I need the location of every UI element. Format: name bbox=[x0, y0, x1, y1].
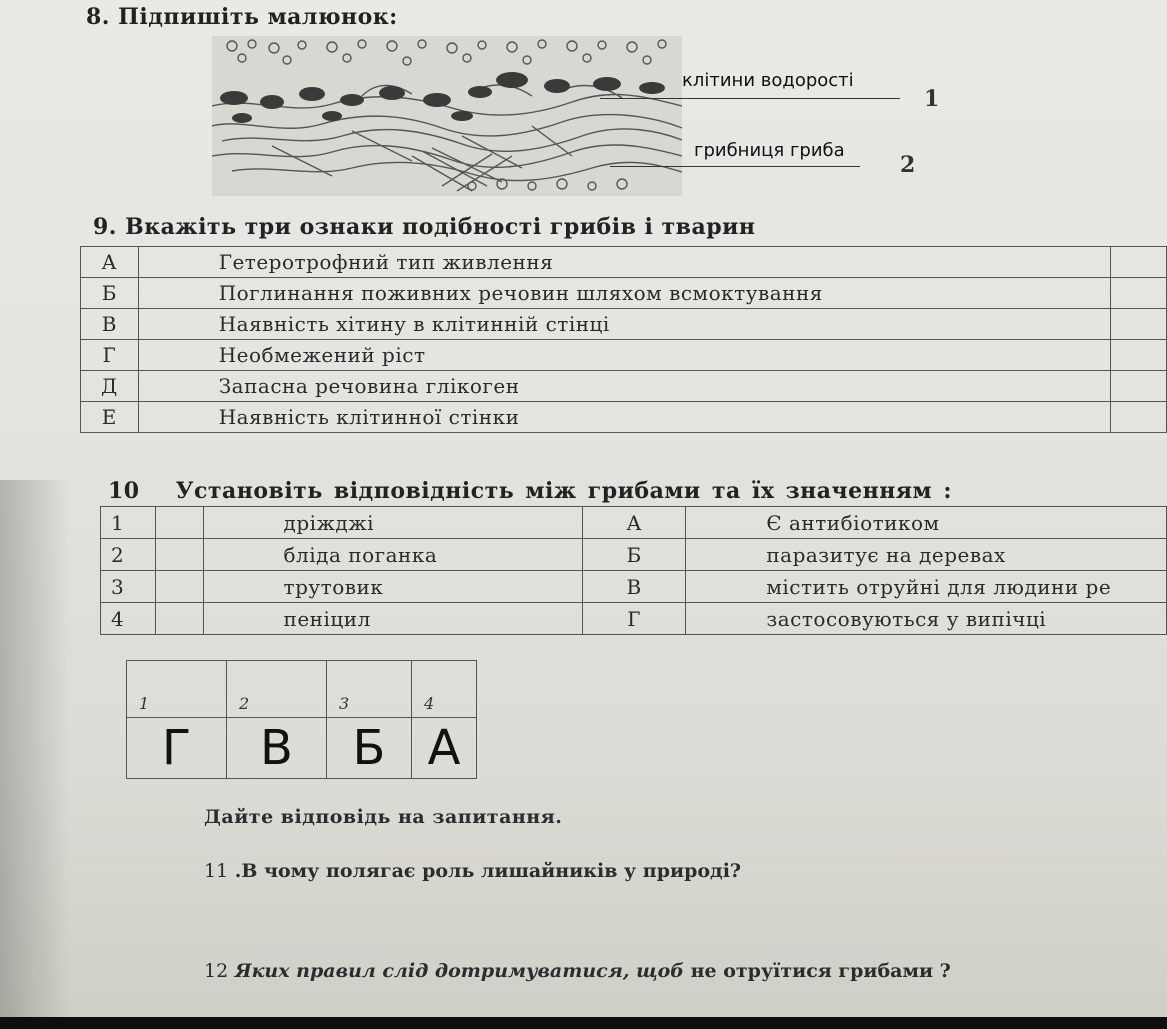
handwritten-answer[interactable]: Б bbox=[327, 718, 412, 779]
fungus-name: пеніцил bbox=[203, 603, 582, 635]
option-letter: Г bbox=[81, 340, 139, 371]
table-row bbox=[81, 309, 1167, 340]
option-text: Наявність клітинної стінки bbox=[138, 402, 1110, 433]
meaning-text: застосовуються у випічці bbox=[686, 603, 1167, 635]
q11-number: 11 bbox=[204, 860, 229, 882]
answer-box[interactable] bbox=[1110, 402, 1166, 433]
table-row bbox=[81, 247, 1167, 278]
q12-text bbox=[204, 960, 951, 982]
handwritten-answer[interactable]: В bbox=[227, 718, 327, 779]
meaning-letter: А bbox=[582, 507, 685, 539]
instruction-text: Дайте відповідь на запитання. bbox=[204, 806, 563, 828]
table-row bbox=[81, 371, 1167, 402]
answer-grid-header-row bbox=[127, 661, 477, 718]
answer-box[interactable] bbox=[1110, 371, 1166, 402]
answer-header: 3 bbox=[327, 661, 412, 718]
answer-box[interactable] bbox=[1110, 278, 1166, 309]
table-row bbox=[101, 507, 1167, 539]
handwritten-answer[interactable]: А bbox=[412, 718, 477, 779]
option-text: Поглинання поживних речовин шляхом всмоктування bbox=[138, 278, 1110, 309]
fungus-number: 2 bbox=[101, 539, 156, 571]
fungus-number: 1 bbox=[101, 507, 156, 539]
q11-question: .В чому полягає роль лишайників у природі? bbox=[228, 860, 742, 882]
option-text: Необмежений ріст bbox=[138, 340, 1110, 371]
answer-header: 2 bbox=[227, 661, 327, 718]
option-letter: Д bbox=[81, 371, 139, 402]
answer-header: 1 bbox=[127, 661, 227, 718]
leader-line-2 bbox=[610, 166, 860, 167]
lichen-cross-section-drawing bbox=[212, 36, 682, 196]
label-algae-cells: клітини водорості bbox=[682, 70, 854, 91]
q12-number: 12 bbox=[204, 960, 229, 982]
meaning-text: Є антибіотиком bbox=[686, 507, 1167, 539]
leader-line-1 bbox=[600, 98, 900, 99]
option-text: Гетеротрофний тип живлення bbox=[138, 247, 1110, 278]
fungus-name: бліда поганка bbox=[203, 539, 582, 571]
q12-question-rest: не отруїтися грибами ? bbox=[684, 960, 951, 982]
answer-box[interactable] bbox=[1110, 309, 1166, 340]
table-row bbox=[101, 571, 1167, 603]
page-shadow bbox=[0, 480, 70, 1017]
label-fungal-hyphae: грибниця гриба bbox=[694, 140, 845, 161]
q10-answer-grid bbox=[126, 660, 477, 779]
table-row bbox=[81, 402, 1167, 433]
handwritten-answer[interactable]: Г bbox=[127, 718, 227, 779]
option-letter: В bbox=[81, 309, 139, 340]
answer-header: 4 bbox=[412, 661, 477, 718]
q10-title bbox=[108, 478, 952, 504]
answer-grid-value-row bbox=[127, 718, 477, 779]
q9-options-table bbox=[80, 246, 1167, 433]
table-row bbox=[101, 603, 1167, 635]
blank-cell bbox=[156, 571, 203, 603]
option-text: Запасна речовина глікоген bbox=[138, 371, 1110, 402]
option-text: Наявність хітину в клітинній стінці bbox=[138, 309, 1110, 340]
figure-number-1: 1 bbox=[924, 86, 940, 112]
fungus-number: 4 bbox=[101, 603, 156, 635]
q10-number: 10 bbox=[108, 478, 140, 504]
blank-cell bbox=[156, 507, 203, 539]
table-row bbox=[81, 278, 1167, 309]
blank-cell bbox=[156, 539, 203, 571]
q12-question-italic: Яких правил слід дотримуватися, щоб bbox=[234, 960, 685, 982]
meaning-text: містить отруйні для людини ре bbox=[686, 571, 1167, 603]
fungus-name: дріжджі bbox=[203, 507, 582, 539]
q9-title: 9. Вкажіть три ознаки подібності грибів і тварин bbox=[93, 214, 756, 240]
q10-title-text: Установіть відповідність між грибами та їх значенням : bbox=[175, 478, 952, 504]
figure-number-2: 2 bbox=[900, 152, 916, 178]
meaning-letter: В bbox=[582, 571, 685, 603]
meaning-letter: Г bbox=[582, 603, 685, 635]
meaning-letter: Б bbox=[582, 539, 685, 571]
blank-cell bbox=[156, 603, 203, 635]
option-letter: Б bbox=[81, 278, 139, 309]
meaning-text: паразитує на деревах bbox=[686, 539, 1167, 571]
q10-matching-table bbox=[100, 506, 1167, 635]
option-letter: А bbox=[81, 247, 139, 278]
q8-title: 8. Підпишіть малюнок: bbox=[86, 4, 398, 30]
answer-box[interactable] bbox=[1110, 340, 1166, 371]
answer-box[interactable] bbox=[1110, 247, 1166, 278]
table-row bbox=[81, 340, 1167, 371]
fungus-name: трутовик bbox=[203, 571, 582, 603]
option-letter: Е bbox=[81, 402, 139, 433]
fungus-number: 3 bbox=[101, 571, 156, 603]
q11-text bbox=[204, 860, 741, 882]
table-row bbox=[101, 539, 1167, 571]
